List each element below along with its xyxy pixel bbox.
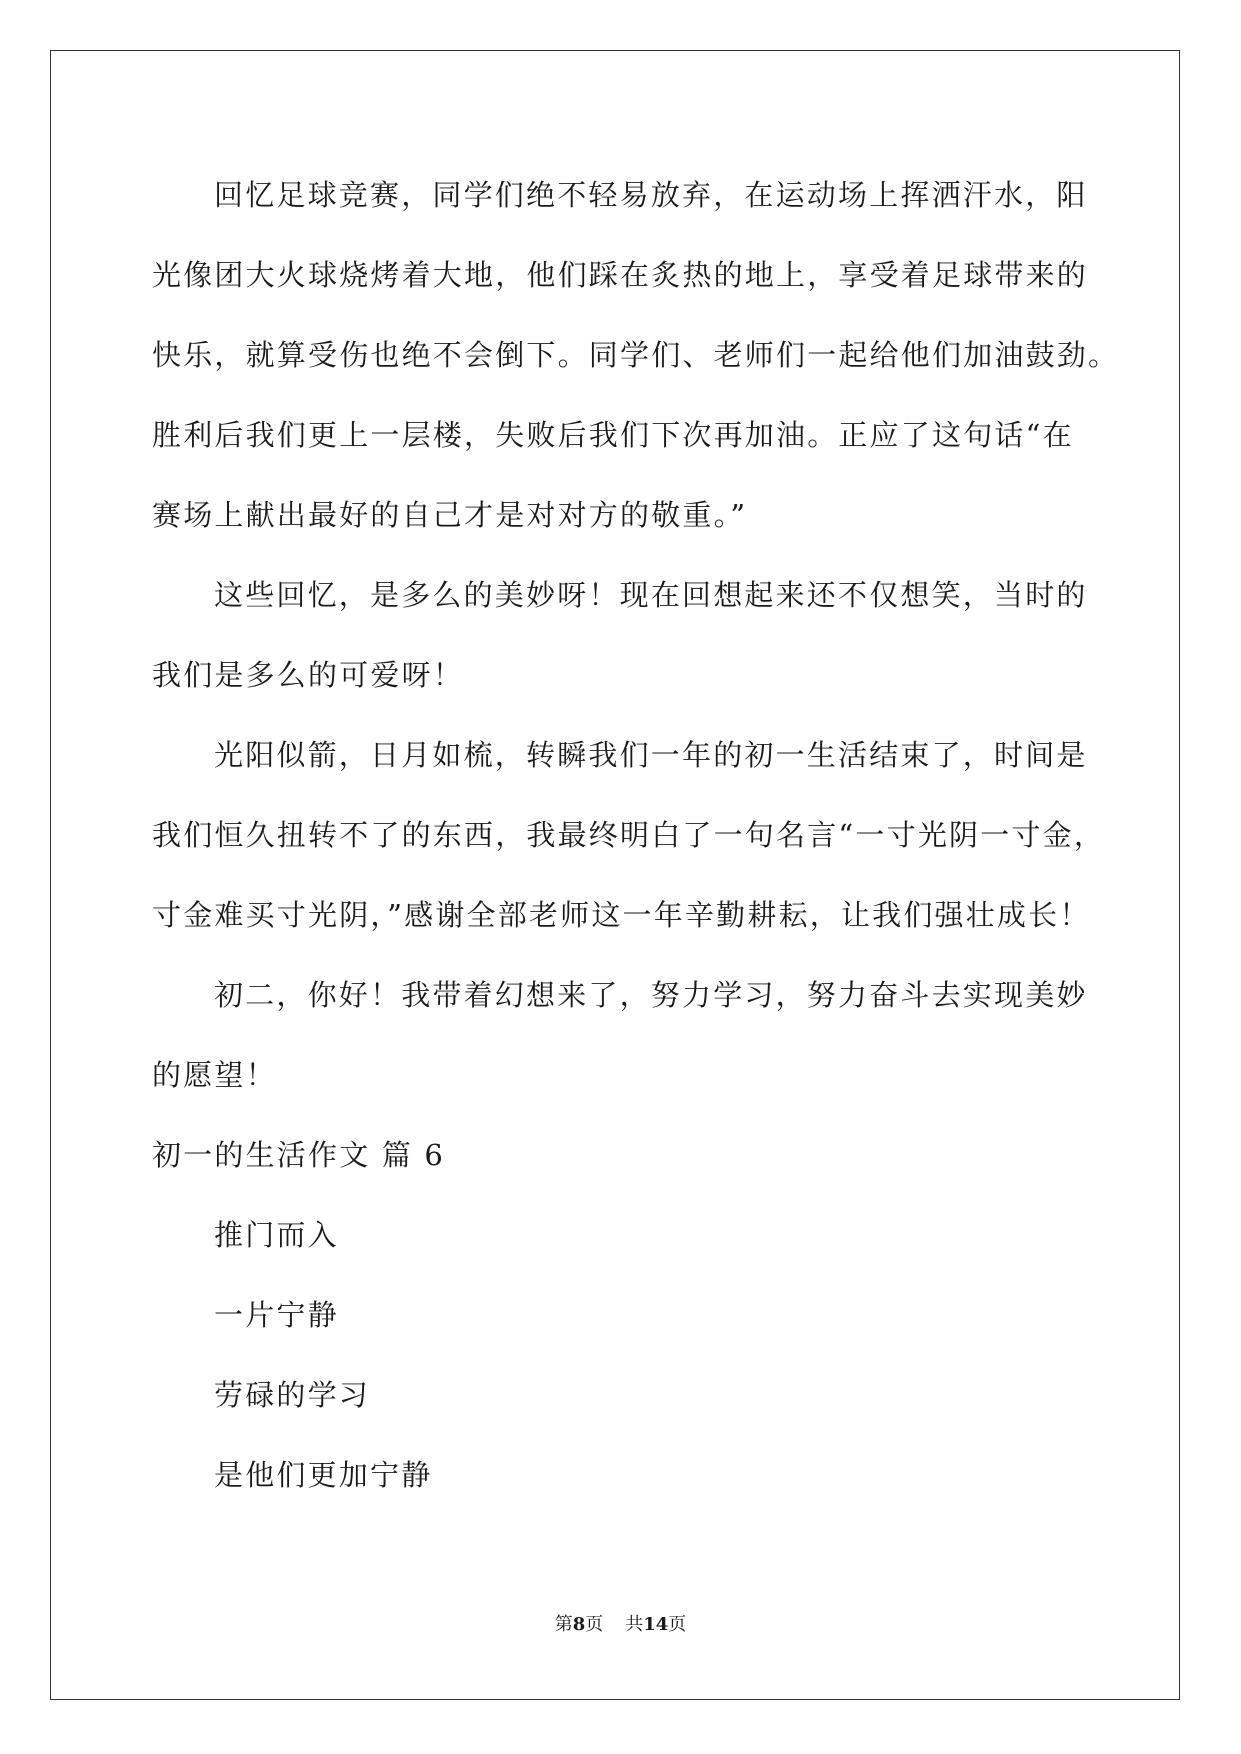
page-prefix: 第: [554, 1614, 573, 1635]
poem-line: 是他们更加宁静: [214, 1458, 433, 1492]
paragraph-line: 光像团大火球烧烤着大地，他们踩在炙热的地上，享受着足球带来的: [152, 258, 1089, 292]
paragraph-line: 的愿望！: [152, 1058, 277, 1092]
paragraph-line: 光阳似箭，日月如梳，转瞬我们一年的初一生活结束了，时间是: [214, 738, 1088, 772]
page-footer: [0, 1610, 1241, 1636]
paragraph-line: 快乐，就算受伤也绝不会倒下。同学们、老师们一起给他们加油鼓劲。: [152, 338, 1120, 372]
paragraph-line: 初二，你好！我带着幻想来了，努力学习，努力奋斗去实现美妙: [214, 978, 1088, 1012]
page-suffix: 页: [585, 1614, 604, 1635]
poem-line: 推门而入: [214, 1218, 339, 1252]
paragraph-line: 赛场上献出最好的自己才是对对方的敬重。”: [152, 498, 748, 532]
section-heading: 初一的生活作文 篇 6: [152, 1138, 446, 1172]
current-page-number: 8: [572, 1614, 586, 1635]
total-suffix: 页: [668, 1614, 687, 1635]
paragraph-line: 寸金难买寸光阴，”感谢全部老师这一年辛勤耕耘，让我们强壮成长！: [152, 898, 1091, 932]
total-page-count: 14: [643, 1614, 669, 1635]
paragraph-line: 我们是多么的可爱呀！: [152, 658, 465, 692]
paragraph-line: 胜利后我们更上一层楼，失败后我们下次再加油。正应了这句话“在: [152, 418, 1074, 452]
paragraph-line: 我们恒久扭转不了的东西，我最终明白了一句名言“一寸光阴一寸金，: [152, 818, 1106, 852]
document-body: [152, 155, 1120, 1515]
paragraph-line: 这些回忆，是多么的美妙呀！现在回想起来还不仅想笑，当时的: [214, 578, 1088, 612]
poem-line: 一片宁静: [214, 1298, 339, 1332]
poem-line: 劳碌的学习: [214, 1378, 371, 1412]
total-prefix: 共: [625, 1614, 644, 1635]
paragraph-line: 回忆足球竞赛，同学们绝不轻易放弃，在运动场上挥洒汗水，阳: [214, 178, 1088, 212]
